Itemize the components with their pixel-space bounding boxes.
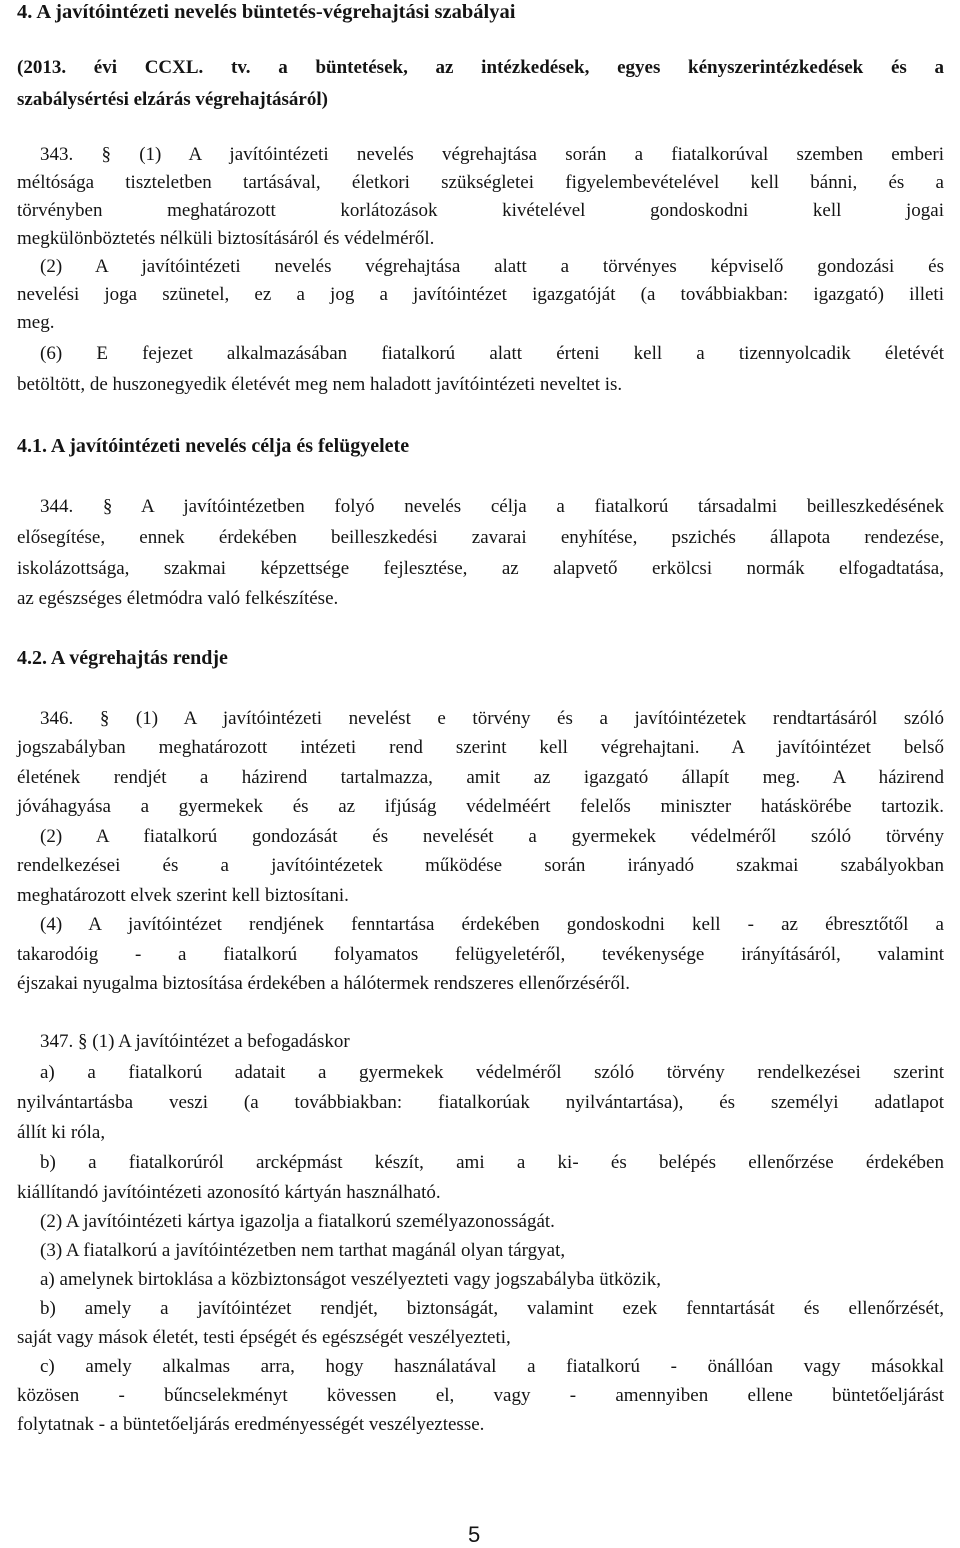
s346-line-3: életének rendjét a házirend tartalmazza, amit az igazgató állapít meg. A házirend xyxy=(17,767,944,788)
s344-line-2: elősegítése, ennek érdekében beilleszkedési zavarai enyhítése, pszichés állapota rendezése, xyxy=(17,527,944,548)
law-reference-line-1: (2013. évi CCXL. tv. a büntetések, az intézkedések, egyes kényszerintézkedések és a xyxy=(17,57,944,78)
s343-p6-line-2: betöltött, de huszonegyedik életévét meg nem haladott javítóintézeti neveltet is. xyxy=(17,374,623,395)
page-number: 5 xyxy=(468,1522,481,1547)
s346-p4-line-1: (4) A javítóintézet rendjének fenntartása érdekében gondoskodni kell - az ébresztőtől a xyxy=(40,914,944,935)
s343-line-3: törvényben meghatározott korlátozások kivételével gondoskodni kell jogai xyxy=(17,200,944,221)
s347-p3-a: a) amelynek birtoklása a közbiztonságot veszélyezteti vagy jogszabályba ütközik, xyxy=(40,1269,661,1290)
heading-4-2: 4.2. A végrehajtás rendje xyxy=(17,647,228,669)
s346-p2-line-1: (2) A fiatalkorú gondozását és nevelését a gyermekek védelméről szóló törvény xyxy=(40,826,944,847)
s346-line-1: 346. § (1) A javítóintézeti nevelést e törvény és a javítóintézetek rendtartásáról szóló xyxy=(40,708,944,729)
s346-p4-line-2: takarodóig - a fiatalkorú folyamatos felügyeletéről, tevékenysége irányításáról, valamint xyxy=(17,944,944,965)
heading-4-1: 4.1. A javítóintézeti nevelés célja és felügyelete xyxy=(17,435,410,457)
s347-p2: (2) A javítóintézeti kártya igazolja a fiatalkorú személyazonosságát. xyxy=(40,1211,555,1232)
s347-b-line-1: b) a fiatalkorúról arcképmást készít, ami a ki- és belépés ellenőrzése érdekében xyxy=(40,1152,944,1173)
law-reference-line-2: szabálysértési elzárás végrehajtásáról) xyxy=(17,89,328,110)
s347-p3-c-line-1: c) amely alkalmas arra, hogy használatával a fiatalkorú - önállóan vagy másokkal xyxy=(40,1356,944,1377)
s347-a-line-2: nyilvántartásba veszi (a továbbiakban: fiatalkorúak nyilvántartása), és személyi adatlapot xyxy=(17,1092,944,1113)
s343-p2-line-2: nevelési joga szünetel, ez a jog a javítóintézet igazgatóját (a továbbiakban: igazgató) illeti xyxy=(17,284,944,305)
s343-line-2: méltósága tiszteletben tartásával, életkori szükségletei figyelembevételével kell bánni, és a xyxy=(17,172,944,193)
s346-p2-line-2: rendelkezései és a javítóintézetek működése során irányadó szakmai szabályokban xyxy=(17,855,944,876)
s347-a-line-1: a) a fiatalkorú adatait a gyermekek védelméről szóló törvény rendelkezései szerint xyxy=(40,1062,944,1083)
s346-p2-line-3: meghatározott elvek szerint kell biztosítani. xyxy=(17,885,349,906)
s343-p2-line-3: meg. xyxy=(17,312,55,333)
s343-p6-line-1: (6) E fejezet alkalmazásában fiatalkorú alatt érteni kell a tizennyolcadik életévét xyxy=(40,343,944,364)
s346-line-2: jogszabályban meghatározott intézeti rend szerint kell végrehajtani. A javítóintézet belső xyxy=(17,737,944,758)
s343-line-4: megkülönböztetés nélküli biztosításáról és védelméről. xyxy=(17,228,435,249)
s344-line-3: iskolázottsága, szakmai képzettsége fejlesztése, az alapvető erkölcsi normák elfogadtatása, xyxy=(17,558,944,579)
s347-p3: (3) A fiatalkorú a javítóintézetben nem tarthat magánál olyan tárgyat, xyxy=(40,1240,566,1261)
s347-b-line-2: kiállítandó javítóintézeti azonosító kártyán használható. xyxy=(17,1182,441,1203)
s346-p4-line-3: éjszakai nyugalma biztosítása érdekében a hálótermek rendszeres ellenőrzéséről. xyxy=(17,973,630,994)
section-title: 4. A javítóintézeti nevelés büntetés-végrehajtási szabályai xyxy=(17,1,516,23)
s347-line-1: 347. § (1) A javítóintézet a befogadáskor xyxy=(40,1031,350,1052)
s347-p3-b-line-1: b) amely a javítóintézet rendjét, biztonságát, valamint ezek fenntartását és ellenőrzését, xyxy=(40,1298,944,1319)
s347-p3-c-line-2: közösen - bűncselekményt kövessen el, vagy - amennyiben ellene büntetőeljárást xyxy=(17,1385,944,1406)
s347-p3-b-line-2: saját vagy mások életét, testi épségét és egészségét veszélyezteti, xyxy=(17,1327,511,1348)
s343-line-1: 343. § (1) A javítóintézeti nevelés végrehajtása során a fiatalkorúval szemben emberi xyxy=(40,144,944,165)
s344-line-1: 344. § A javítóintézetben folyó nevelés célja a fiatalkorú társadalmi beilleszkedésének xyxy=(40,496,944,517)
s344-line-4: az egészséges életmódra való felkészítése. xyxy=(17,588,339,609)
s343-p2-line-1: (2) A javítóintézeti nevelés végrehajtása alatt a törvényes képviselő gondozási és xyxy=(40,256,944,277)
s347-p3-c-line-3: folytatnak - a büntetőeljárás eredményességét veszélyeztesse. xyxy=(17,1414,485,1435)
s346-line-4: jóváhagyása a gyermekek és az ifjúság védelméért felelős miniszter hatáskörébe tartozik. xyxy=(17,796,944,817)
s347-a-line-3: állít ki róla, xyxy=(17,1122,106,1143)
